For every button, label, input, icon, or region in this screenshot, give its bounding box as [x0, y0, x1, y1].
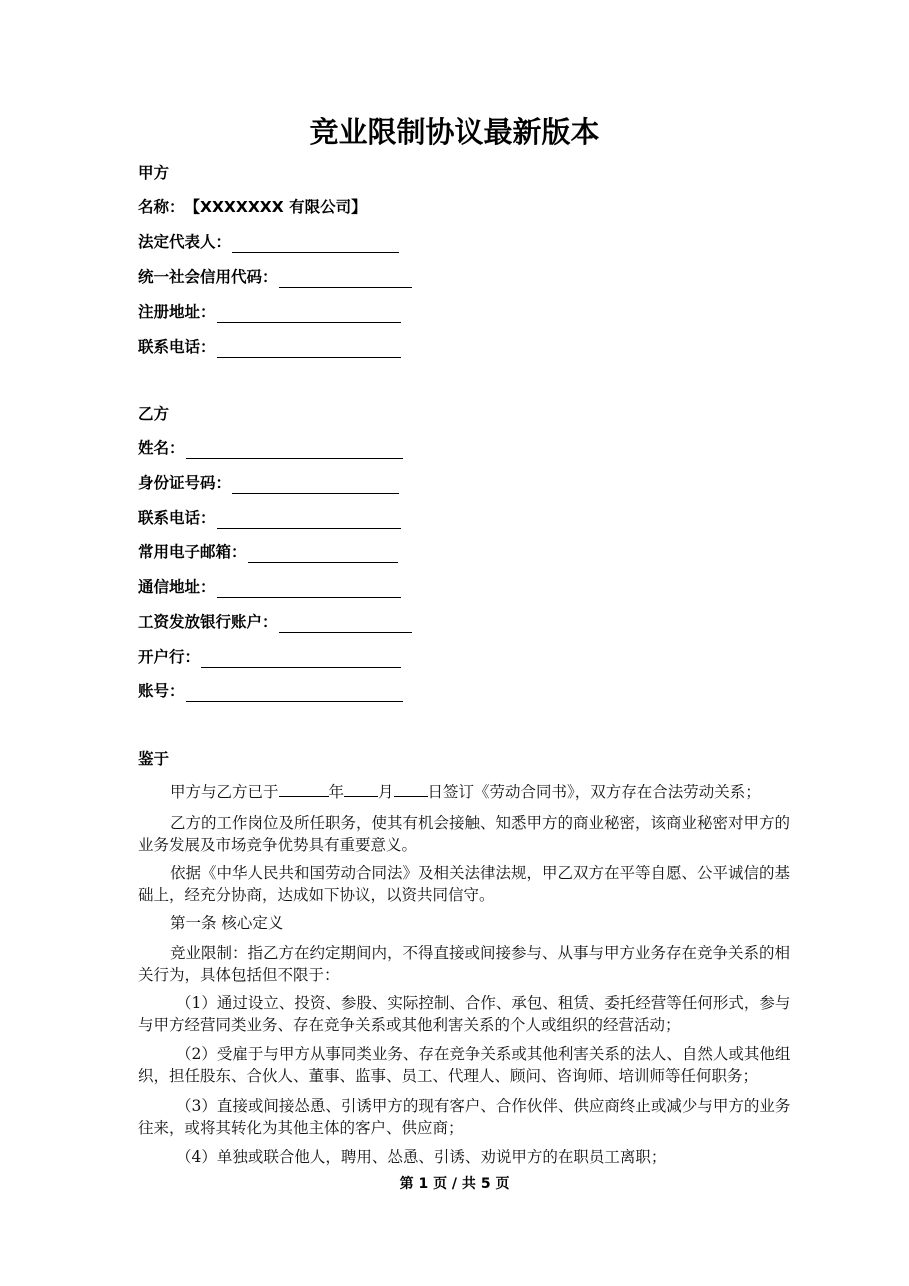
- party-a-legal-rep-label: 法定代表人：: [138, 233, 232, 251]
- total-page-number: 5: [480, 1176, 491, 1192]
- current-page-number: 1: [418, 1176, 429, 1192]
- party-a-name-label: 名称：: [138, 198, 185, 216]
- party-b-address-label: 通信地址：: [138, 578, 216, 596]
- day-blank[interactable]: [394, 782, 428, 797]
- party-b-id-field[interactable]: [232, 478, 399, 494]
- party-b-name-label: 姓名：: [138, 439, 185, 457]
- party-b-bank-label: 开户行：: [138, 648, 201, 666]
- page-footer: 第 1 页 / 共 5 页: [399, 1176, 510, 1192]
- party-b-id-row: [138, 472, 399, 494]
- article-1-heading: 第一条 核心定义: [170, 914, 284, 932]
- party-b-account-no-row: [138, 680, 403, 702]
- party-b-address-field[interactable]: [217, 582, 401, 598]
- party-b-bank-row: [138, 646, 401, 668]
- party-b-name-field[interactable]: [186, 443, 403, 459]
- party-b-phone-label: 联系电话：: [138, 509, 216, 527]
- party-b-account-no-label: 账号：: [138, 682, 185, 700]
- party-b-email-row: [138, 541, 398, 563]
- party-b-bank-account-field[interactable]: [279, 617, 412, 633]
- article-1-definition: 竞业限制：指乙方在约定期间内，不得直接或间接参与、从事与甲方业务存在竞争关系的相关行为，具体包括但不限于：: [138, 944, 791, 984]
- party-b-email-label: 常用电子邮箱：: [138, 543, 247, 561]
- party-a-name-value: 【XXXXXXX 有限公司】: [184, 198, 367, 216]
- party-a-address-row: [138, 301, 401, 323]
- article-1-item-3: （3）直接或间接怂恿、引诱甲方的现有客户、合作伙伴、供应商终止或减少与甲方的业务往来，或将其转化为其他主体的客户、供应商；: [138, 1097, 791, 1137]
- party-b-email-field[interactable]: [248, 547, 398, 563]
- party-a-heading: 甲方: [138, 164, 170, 182]
- article-1-item-2: （2）受雇于与甲方从事同类业务、存在竞争关系或其他利害关系的法人、自然人或其他组织，担任股东、合伙人、董事、监事、员工、代理人、顾问、咨询师、培训师等任何职务；: [138, 1045, 791, 1085]
- party-a-phone-field[interactable]: [217, 342, 401, 358]
- party-b-bank-account-row: [138, 611, 412, 633]
- whereas-paragraph-1: 甲方与乙方已于 年 月 日签订《劳动合同书》，双方存在合法劳动关系；: [170, 783, 761, 801]
- whereas-heading: 鉴于: [138, 750, 170, 768]
- party-a-credit-code-row: [138, 266, 412, 288]
- party-b-address-row: [138, 576, 401, 598]
- party-b-bank-account-label: 工资发放银行账户：: [138, 613, 278, 631]
- month-blank[interactable]: [344, 782, 378, 797]
- party-b-id-label: 身份证号码：: [138, 474, 232, 492]
- year-blank[interactable]: [279, 782, 329, 797]
- party-a-name-row: [138, 196, 367, 218]
- party-a-address-label: 注册地址：: [138, 303, 216, 321]
- party-a-legal-rep-row: [138, 231, 399, 253]
- party-a-address-field[interactable]: [217, 307, 401, 323]
- party-a-phone-label: 联系电话：: [138, 338, 216, 356]
- party-a-credit-code-field[interactable]: [279, 272, 412, 288]
- party-b-heading: 乙方: [138, 405, 170, 423]
- party-b-name-row: [138, 437, 403, 459]
- document-title: 竞业限制协议最新版本: [309, 115, 600, 149]
- article-1-item-1: （1）通过设立、投资、参股、实际控制、合作、承包、租赁、委托经营等任何形式，参与与甲方经营同类业务、存在竞争关系或其他利害关系的个人或组织的经营活动；: [138, 994, 791, 1034]
- article-1-item-4: （4）单独或联合他人，聘用、怂恿、引诱、劝说甲方的在职员工离职；: [176, 1148, 667, 1166]
- party-b-phone-field[interactable]: [217, 513, 401, 529]
- party-a-legal-rep-field[interactable]: [232, 237, 399, 253]
- party-a-credit-code-label: 统一社会信用代码：: [138, 268, 278, 286]
- whereas-paragraph-2: 乙方的工作岗位及所任职务，使其有机会接触、知悉甲方的商业秘密，该商业秘密对甲方的业务发展及市场竞争优势具有重要意义。: [138, 814, 791, 854]
- party-b-bank-field[interactable]: [201, 652, 401, 668]
- whereas-paragraph-3: 依据《中华人民共和国劳动合同法》及相关法律法规，甲乙双方在平等自愿、公平诚信的基础上，经充分协商，达成如下协议，以资共同信守。: [138, 864, 791, 904]
- party-b-account-no-field[interactable]: [186, 686, 403, 702]
- party-a-phone-row: [138, 336, 401, 358]
- party-b-phone-row: [138, 507, 401, 529]
